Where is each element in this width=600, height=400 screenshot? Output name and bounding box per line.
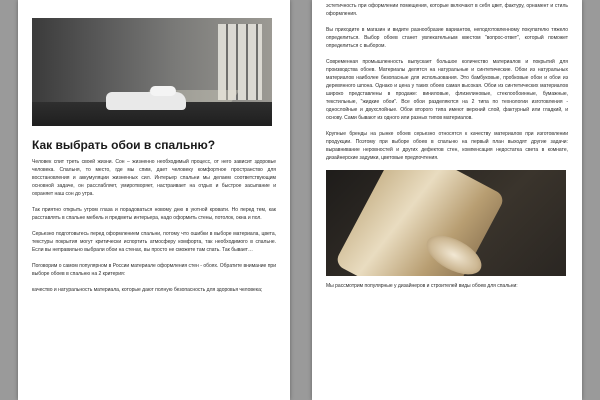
paragraph: Человек спит треть своей жизни. Сон – жизненно необходимый процесс, от него зависит здоровье человека. Спальня, то место, где мы спим, дает человеку комфортное пространство для восстановления и аккумуляции жизненных сил. Интерьер спальни мы делаем соответствующим основной задаче, он расслабляет, умиротворяет, настраивает на отдых и быстрое засыпание и охраняет наш сон до утра. bbox=[32, 159, 276, 197]
document-page-right bbox=[312, 0, 582, 400]
paragraph: Серьезно подготовьтесь перед оформлением спальни, потому что ошибки в выборе материала, цвета, текстуры покрытия могут критически испортить атмосферу комфорта, так необходимого в спальне. Если вы неправильно выбрали обои на стенах, вы просто не сможете там спать. Так бывает… bbox=[32, 231, 276, 253]
article-heading: Как выбрать обои в спальню? bbox=[32, 138, 216, 152]
paragraph: эстетичность при оформлении помещения, которые включают в себя цвет, фактуру, орнамент и стиль оформления. bbox=[326, 3, 568, 17]
pillow-shape bbox=[150, 86, 176, 96]
photo-caption: Мы рассмотрим популярные у дизайнеров и строителей виды обоев для спальни: bbox=[326, 283, 518, 289]
paragraph: Крупные бренды на рынке обоев серьезно относятся к качеству материалов при изготовлении продукции. Поэтому при выборе обоев в спальню на первый план выходят другие задачи: выравнивание неровностей и других дефектов стен, компенсация недостатка света в комнате, дизайнерские задумки, цветовые предпочтения. bbox=[326, 131, 568, 161]
paragraph: Современная промышленность выпускает большое количество материалов и покрытий для производства обоев. Материалы делятся на натуральные и синтетические. Обои из натуральных материалов наиболее безопасные для использования. Это бамбуковые, пробковые обои и обои из деревянного шпона. Однако и цена у таких обоев самая высокая. Обои из синтетических материалов широко представлены в продаже: виниловые, флизелиновые, стеклообоинные, бумажные, текстильные, "жидкие обои". Все обои разделяются на 2 типа по технологии изготовления - однослойные и двухслойные. Обои второго типа имеют верхний слой, фактурный или гладкий, и основу. Сами бывают из одного или разных типов материалов. bbox=[326, 59, 568, 121]
paragraph: Поговорим о самом популярном в России материале оформления стен - обоях. Обратите внимание при выборе обоев в спальню на 2 критерия: bbox=[32, 263, 276, 277]
wallpaper-roll-photo bbox=[326, 170, 566, 276]
window-shape bbox=[218, 24, 262, 100]
paragraph: Так приятно открыть утром глаза и порадоваться новому дню в уютной кровати. Но перед тем, как расставлять в спальне мебель и предметы интерьера, надо оформить стены, потолок, окна и пол. bbox=[32, 207, 276, 221]
paragraph: качество и натуральность материала, которые дают полную безопасность для здоровья человека; bbox=[32, 287, 263, 293]
document-page-left bbox=[18, 0, 290, 400]
bedroom-photo bbox=[32, 18, 272, 126]
paragraph: Вы приходите в магазин и видите разнообразие вариантов, неподготовленному покупателю тяжело определиться. Выбор обоев станет увлекательным квестом "вопрос-ответ", который поможет определиться с выбором. bbox=[326, 27, 568, 49]
